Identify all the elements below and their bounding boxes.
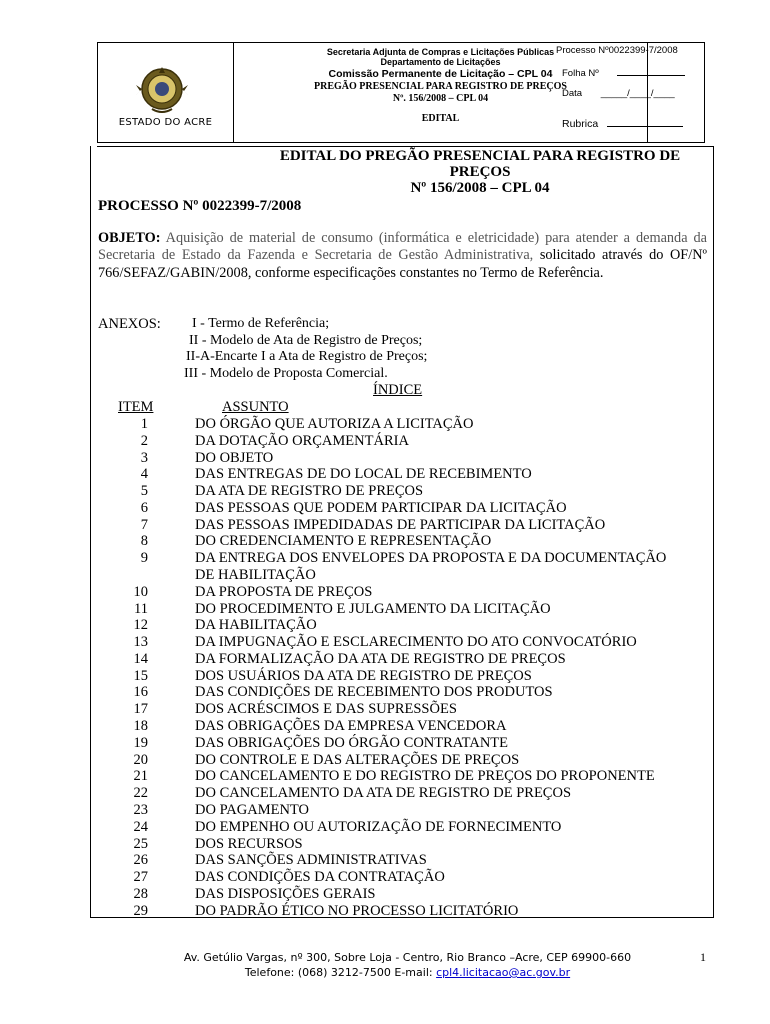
header-line-comissao: Comissão Permanente de Licitação – CPL 04	[328, 68, 553, 80]
indice-row-number: 3	[140, 449, 148, 466]
rubrica-field	[562, 117, 683, 130]
indice-row	[98, 500, 718, 517]
data-field	[562, 88, 675, 99]
indice-row-number: 6	[140, 499, 148, 516]
indice-row-number: 29	[133, 902, 148, 919]
indice-row	[98, 483, 718, 500]
edital-title-line1: EDITAL DO PREGÃO PRESENCIAL PARA REGISTRO DE	[279, 148, 681, 164]
indice-row-subject: DAS SANÇÕES ADMINISTRATIVAS	[195, 852, 427, 869]
indice-row-number: 1	[140, 416, 148, 432]
indice-row-number: 18	[133, 718, 148, 735]
indice-row	[98, 634, 718, 651]
indice-row-subject: DAS OBRIGAÇÕES DA EMPRESA VENCEDORA	[195, 718, 507, 735]
indice-row-subject: DAS ENTREGAS DE DO LOCAL DE RECEBIMENTO	[195, 466, 532, 483]
indice-row-subject: DOS RECURSOS	[195, 835, 303, 852]
indice-row-number: 7	[140, 516, 148, 533]
indice-row-number: 16	[133, 684, 148, 701]
indice-row-number: 13	[133, 634, 148, 651]
indice-row-subject: DO CREDENCIAMENTO E REPRESENTAÇÃO	[195, 533, 492, 550]
indice-row-number: 4	[140, 466, 148, 483]
edital-title-line3: Nº 156/2008 – CPL 04	[410, 180, 550, 196]
indice-row-number: 9	[140, 550, 148, 567]
folha-blank	[617, 66, 685, 76]
indice-row-number: 5	[140, 483, 148, 500]
indice-row	[98, 768, 718, 785]
indice-row-subject: DA IMPUGNAÇÃO E ESCLARECIMENTO DO ATO CONVOCATÓRIO	[195, 634, 637, 651]
indice-row-subject: DO CONTROLE E DAS ALTERAÇÕES DE PREÇOS	[195, 751, 520, 768]
objeto-text-a: Aquisição de material de consumo (informática e eletricidade) para atender a demanda da Secretaria de Estado da Fazenda e Secretaria de Gestão Administrativa,	[98, 230, 707, 264]
indice-row-subject: DA FORMALIZAÇÃO DA ATA DE REGISTRO DE PREÇOS	[195, 650, 566, 667]
indice-row	[98, 668, 718, 685]
indice-row-subject-cont: DE HABILITAÇÃO	[195, 567, 316, 584]
indice-row-subject: DO PADRÃO ÉTICO NO PROCESSO LICITATÓRIO	[195, 902, 519, 919]
indice-row	[98, 735, 718, 752]
indice-row-subject: DA PROPOSTA DE PREÇOS	[195, 583, 373, 600]
indice-row-subject: DAS PESSOAS IMPEDIDADAS DE PARTICIPAR DA LICITAÇÃO	[195, 516, 606, 533]
indice-row	[98, 886, 718, 903]
rubrica-label: Rubrica	[562, 118, 599, 130]
indice-row	[98, 802, 718, 819]
indice-row-number: 8	[140, 533, 148, 550]
objeto-text-b: solicitado através do OF/Nº 766/SEFAZ/GABIN/2008, conforme especificações constantes no Termo de Referência.	[98, 247, 707, 281]
indice-row	[98, 416, 718, 433]
indice-row-number: 19	[133, 734, 148, 751]
indice-row	[98, 852, 718, 869]
footer-address: Av. Getúlio Vargas, nº 300, Sobre Loja - Centro, Rio Branco –Acre, CEP 69900-660	[183, 951, 632, 964]
indice-title: ÍNDICE	[373, 382, 423, 398]
indice-row	[98, 903, 718, 920]
indice-row-number: 11	[134, 600, 148, 617]
indice-row-number: 25	[133, 835, 148, 852]
footer-phone: Telefone: (068) 3212-7500 E-mail:	[244, 966, 433, 979]
objeto-label: OBJETO:	[98, 230, 161, 246]
indice-row-subject: DA DOTAÇÃO ORÇAMENTÁRIA	[195, 432, 409, 449]
indice-row	[98, 869, 718, 886]
indice-row-subject: DA HABILITAÇÃO	[195, 617, 317, 634]
indice-col-assunto: ASSUNTO	[222, 399, 289, 415]
page-number: 1	[700, 950, 706, 964]
header-seal-cell	[98, 43, 234, 142]
indice-row-number: 17	[133, 701, 148, 718]
indice-row	[98, 701, 718, 718]
indice-row-number: 24	[133, 818, 148, 835]
indice-row-number: 12	[133, 617, 148, 634]
indice-row-number: 14	[133, 650, 148, 667]
indice-row-number: 27	[133, 869, 148, 886]
indice-row	[98, 617, 718, 634]
header-line-numero: Nº. 156/2008 – CPL 04	[392, 93, 489, 104]
indice-row-subject: DAS PESSOAS QUE PODEM PARTICIPAR DA LICITAÇÃO	[195, 499, 567, 516]
footer-contact	[0, 966, 770, 979]
indice-row	[98, 533, 718, 550]
indice-row-subject: DAS DISPOSIÇÕES GERAIS	[195, 885, 376, 902]
header-line-departamento: Departamento de Licitações	[380, 57, 501, 67]
indice-row-continuation	[98, 567, 718, 584]
footer-email-link[interactable]: cpl4.licitacao@ac.gov.br	[436, 966, 571, 979]
data-blanks: _____/____/____	[600, 88, 675, 99]
state-coat-of-arms-icon	[134, 61, 190, 117]
indice-row-number: 26	[133, 852, 148, 869]
anexo-item: II - Modelo de Ata de Registro de Preços;	[189, 333, 423, 348]
indice-row-subject: DAS CONDIÇÕES DE RECEBIMENTO DOS PRODUTOS	[195, 684, 553, 701]
processo-number: Processo Nº0022399-7/2008	[556, 45, 678, 56]
indice-row-number: 21	[133, 768, 148, 785]
folha-field	[562, 66, 685, 79]
indice-row-subject: DA ENTREGA DOS ENVELOPES DA PROPOSTA E DA DOCUMENTAÇÃO	[195, 550, 667, 567]
anexo-item: III - Modelo de Proposta Comercial.	[184, 366, 388, 381]
indice-row	[98, 752, 718, 769]
edital-title-line2: PREÇOS	[449, 164, 511, 180]
indice-row-number: 10	[133, 583, 148, 600]
indice-row-number: 28	[133, 885, 148, 902]
indice-row	[98, 433, 718, 450]
indice-row	[98, 466, 718, 483]
indice-row-number: 2	[140, 432, 148, 449]
indice-row-number: 22	[133, 785, 148, 802]
indice-row	[98, 517, 718, 534]
indice-row-number: 20	[133, 751, 148, 768]
indice-row	[98, 785, 718, 802]
indice-row-subject: DO PROCEDIMENTO E JULGAMENTO DA LICITAÇÃO	[195, 600, 551, 617]
estado-label: ESTADO DO ACRE	[118, 117, 213, 128]
indice-row-subject: DO OBJETO	[195, 449, 274, 466]
indice-row	[98, 450, 718, 467]
indice-row-subject: DO ÓRGÃO QUE AUTORIZA A LICITAÇÃO	[195, 416, 474, 432]
rubrica-blank	[607, 117, 683, 127]
anexos-label: ANEXOS:	[98, 316, 161, 332]
indice-row	[98, 718, 718, 735]
header-line-edital: EDITAL	[421, 113, 460, 124]
indice-row	[98, 684, 718, 701]
objeto-paragraph	[98, 230, 707, 282]
folha-label: Folha Nº	[562, 68, 599, 79]
anexo-item: II-A-Encarte I a Ata de Registro de Preços;	[186, 349, 428, 364]
header-line-pregao: PREGÃO PRESENCIAL PARA REGISTRO DE PREÇOS	[314, 81, 567, 92]
indice-row-subject: DO CANCELAMENTO E DO REGISTRO DE PREÇOS DO PROPONENTE	[195, 768, 655, 785]
indice-row-subject: DO EMPENHO OU AUTORIZAÇÃO DE FORNECIMENTO	[195, 818, 562, 835]
indice-row	[98, 651, 718, 668]
indice-row-subject: DO PAGAMENTO	[195, 801, 310, 818]
data-label: Data	[562, 88, 583, 99]
indice-row	[98, 550, 718, 567]
indice-row	[98, 601, 718, 618]
indice-col-item: ITEM	[118, 399, 154, 415]
indice-row-subject: DAS CONDIÇÕES DA CONTRATAÇÃO	[195, 869, 445, 886]
indice-row-number: 15	[133, 667, 148, 684]
anexo-item: I - Termo de Referência;	[192, 316, 330, 331]
indice-row-number: 23	[133, 801, 148, 818]
indice-row-subject: DOS USUÁRIOS DA ATA DE REGISTRO DE PREÇOS	[195, 667, 532, 684]
indice-row-subject: DAS OBRIGAÇÕES DO ÓRGÃO CONTRATANTE	[195, 734, 509, 751]
header-line-secretaria: Secretaria Adjunta de Compras e Licitações Públicas	[326, 47, 555, 57]
indice-row	[98, 584, 718, 601]
indice-row-subject: DO CANCELAMENTO DA ATA DE REGISTRO DE PREÇOS	[195, 785, 572, 802]
processo-heading: PROCESSO Nº 0022399-7/2008	[98, 198, 302, 214]
indice-row	[98, 819, 718, 836]
indice-row	[98, 836, 718, 853]
indice-row-subject: DA ATA DE REGISTRO DE PREÇOS	[195, 483, 424, 500]
indice-row-subject: DOS ACRÉSCIMOS E DAS SUPRESSÕES	[195, 701, 457, 718]
